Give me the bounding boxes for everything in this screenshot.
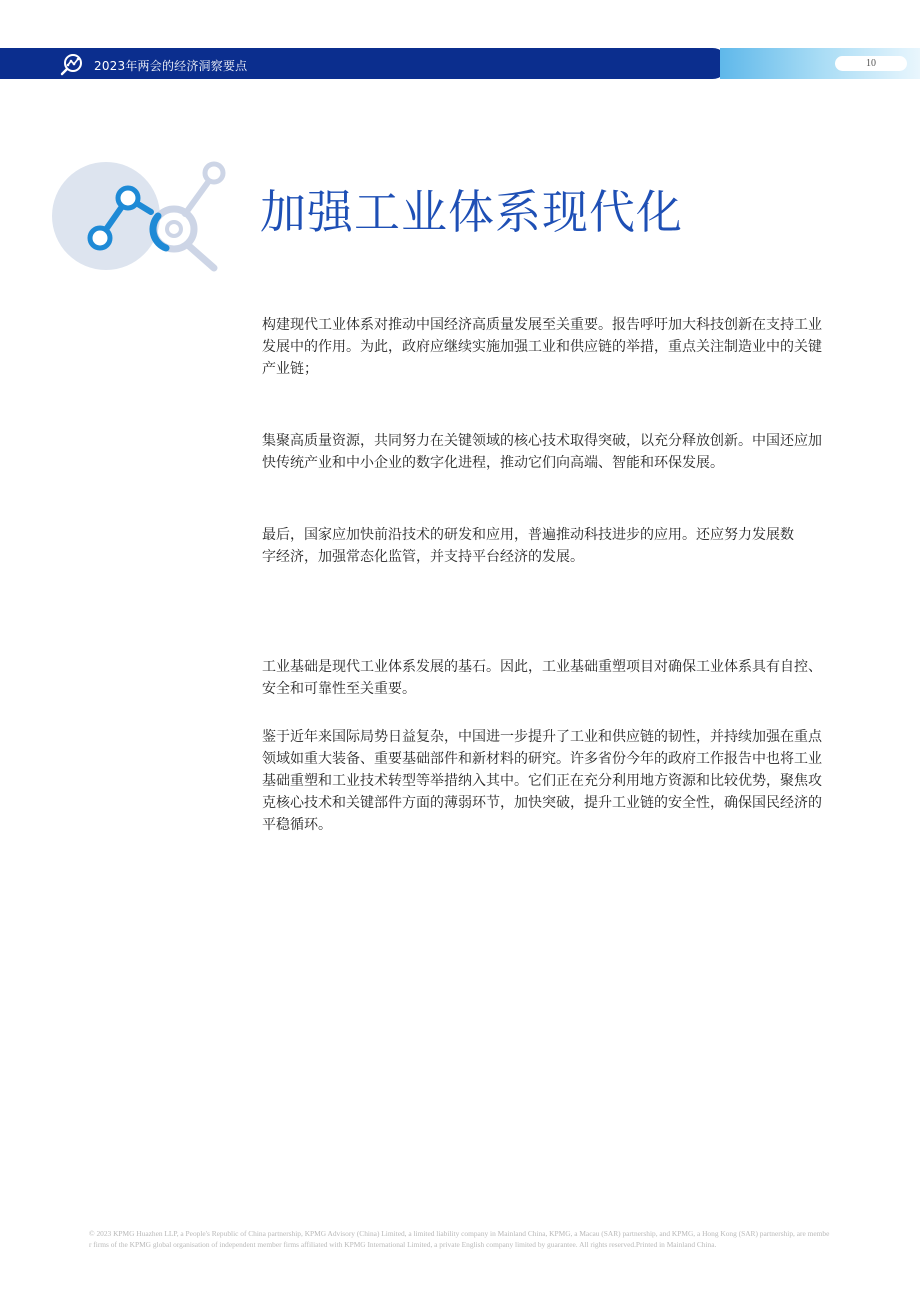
page-number: 10 xyxy=(835,56,907,71)
paragraph-resources: 集聚高质量资源，共同努力在关键领域的核心技术取得突破，以充分释放创新。中国还应加快传统产业和中小企业的数字化进程，推动它们向高端、智能和环保发展。 xyxy=(262,433,822,471)
report-title: 2023年两会的经济洞察要点 xyxy=(94,59,248,73)
copyright-footer: © 2023 KPMG Huazhen LLP, a People's Republic of China partnership, KPMG Advisory (China) Limited, a limited liability company in Mainland China, KPMG, a Macau (SAR) partnership, and KPMG, a Hong Kong (SAR) partnership, are member firms of the KPMG global organisation of independent member firms affiliated with KPMG International Limited, a private English company limited by guarantee. All rights reserved.Printed in Mainland China. xyxy=(89,1229,830,1249)
magnifier-chart-icon xyxy=(60,52,84,76)
paragraph-industrial-system: 构建现代工业体系对推动中国经济高质量发展至关重要。报告呼吁加大科技创新在支持工业发展中的作用。为此，政府应继续实施加强工业和供应链的举措，重点关注制造业中的关键产业链； xyxy=(262,317,822,377)
section-title: 加强工业体系现代化 xyxy=(260,185,683,239)
paragraph-supply-chain: 鉴于近年来国际局势日益复杂，中国进一步提升了工业和供应链的韧性，并持续加强在重点领域如重大装备、重要基础部件和新材料的研究。许多省份今年的政府工作报告中也将工业基础重塑和工业技术转型等举措纳入其中。它们正在充分利用地方资源和比较优势，聚焦攻克核心技术和关键部件方面的薄弱环节，加快突破，提升工业链的安全性，确保国民经济的平稳循环。 xyxy=(262,729,822,833)
paragraph-industrial-foundation: 工业基础是现代工业体系发展的基石。因此，工业基础重塑项目对确保工业体系具有自控、安全和可靠性至关重要。 xyxy=(262,659,822,697)
paragraph-frontier-tech: 最后，国家应加快前沿技术的研发和应用，普遍推动科技进步的应用。还应努力发展数字经济，加强常态化监管，并支持平台经济的发展。 xyxy=(262,527,794,565)
network-search-icon xyxy=(48,156,238,280)
